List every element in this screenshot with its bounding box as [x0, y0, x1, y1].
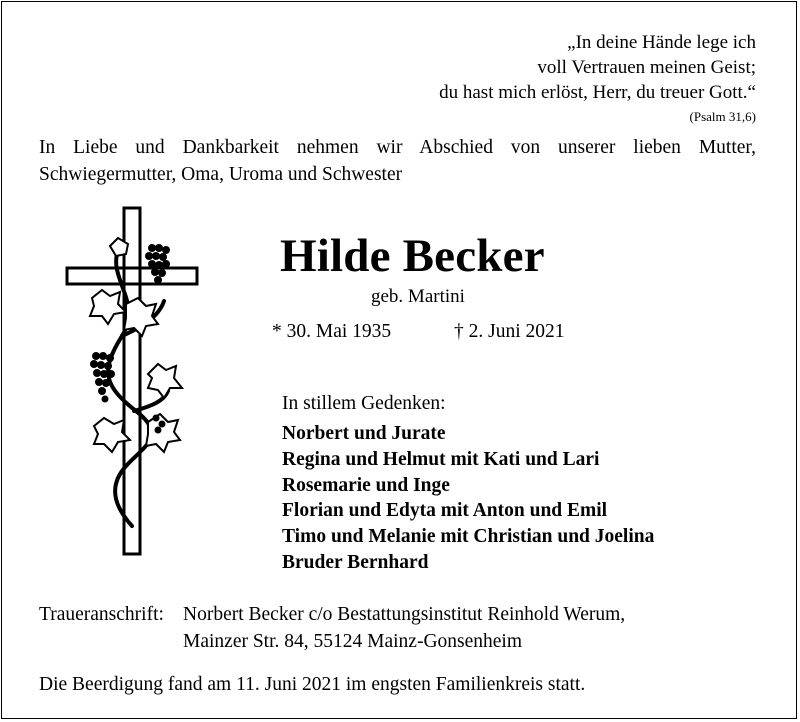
psalm-line: „In deine Hände lege ich — [567, 32, 756, 53]
birth-name: geb. Martini — [371, 286, 465, 307]
intro-text — [39, 134, 756, 188]
birth-date: * 30. Mai 1935 — [272, 321, 392, 342]
intro-line: Schwiegermutter, Oma, Uroma und Schwester — [39, 164, 403, 185]
death-date: † 2. Juni 2021 — [454, 321, 565, 342]
psalm-line: du hast mich erlöst, Herr, du treuer Gott.“ — [439, 82, 756, 103]
intro-line: In Liebe und Dankbarkeit nehmen wir Abschied von unserer lieben Mutter, — [39, 137, 756, 158]
funeral-note: Die Beerdigung fand am 11. Juni 2021 im engsten Familienkreis statt. — [39, 674, 586, 695]
cross-with-grapevine-icon — [64, 206, 200, 558]
psalm-quote — [439, 30, 756, 126]
psalm-reference: (Psalm 31,6) — [689, 109, 756, 124]
address-line: Norbert Becker c/o Bestattungsinstitut Reinhold Werum, — [183, 604, 626, 625]
deceased-name: Hilde Becker — [280, 230, 545, 282]
list-item: Norbert und Jurate — [282, 423, 446, 444]
list-item: Regina und Helmut mit Kati und Lari — [282, 448, 600, 470]
list-item: Florian und Edyta mit Anton und Emil — [282, 500, 608, 522]
mourners-heading: In stillem Gedenken: — [282, 393, 446, 414]
list-item: Rosemarie und Inge — [282, 474, 450, 496]
address-label: Traueranschrift: — [39, 604, 164, 625]
mourners-list — [282, 421, 654, 576]
list-item: Timo und Melanie mit Christian und Joelina — [282, 526, 655, 548]
address-line: Mainzer Str. 84, 55124 Mainz-Gonsenheim — [183, 631, 523, 652]
psalm-line: voll Vertrauen meinen Geist; — [537, 57, 756, 78]
list-item: Bruder Bernhard — [282, 551, 429, 573]
mourning-address — [39, 601, 625, 655]
